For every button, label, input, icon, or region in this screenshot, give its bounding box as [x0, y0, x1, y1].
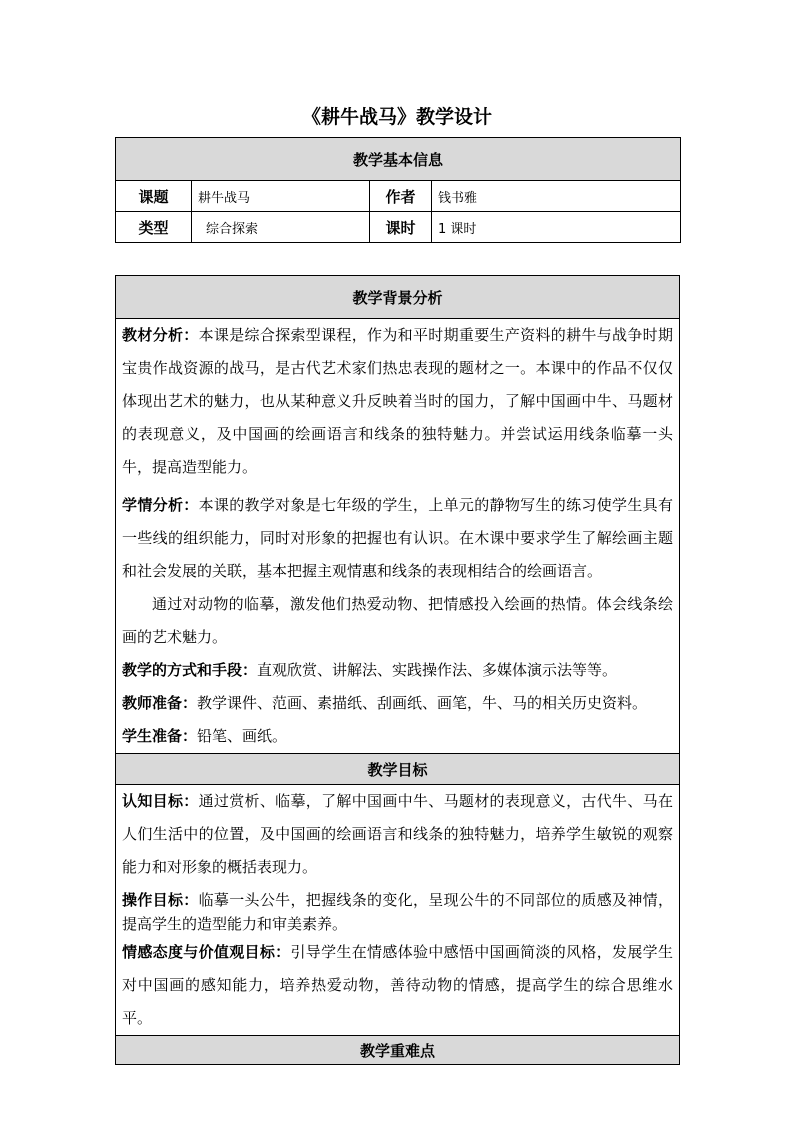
background-body — [116, 319, 680, 754]
material-analysis — [122, 319, 673, 484]
cognitive-text: 通过赏析、临摹，了解中国画中牛、马题材的表现意义，古代牛、马在人们生活中的位置，及中国画的绘画语言和线条的独特魅力，培养学生敏锐的观察能力和对形象的概括表现力。 — [122, 792, 673, 876]
hours-value: 1 课时 — [432, 212, 681, 243]
goals-body — [116, 785, 680, 1036]
teacher-text: 教学课件、范画、素描纸、刮画纸、画笔，牛、马的相关历史资料。 — [197, 694, 648, 712]
student-label: 学情分析： — [122, 496, 199, 514]
student-prep-text: 铅笔、画纸。 — [197, 727, 288, 745]
cognitive-label: 认知目标： — [122, 792, 199, 810]
document-title: 《耕牛战马》教学设计 — [301, 106, 492, 128]
operation-text: 临摹一头公牛，把握线条的变化，呈现公牛的不同部位的质感及神情，提高学生的造型能力和审美素养。 — [122, 891, 673, 933]
hours-label: 课时 — [370, 212, 432, 243]
goals-header: 教学目标 — [116, 754, 680, 785]
cognitive-goal — [122, 785, 673, 884]
student-analysis — [122, 489, 673, 588]
teacher-label: 教师准备： — [122, 694, 198, 712]
student-text: 本课的教学对象是七年级的学生，上单元的静物写生的练习使学生具有一些线的组织能力，同时对形象的把握也有认识。在木课中要求学生了解绘画主题和社会发展的关联，基本把握主观情惠和线条的表现相结合的绘画语言。 — [122, 496, 673, 580]
operation-label: 操作目标： — [122, 891, 199, 909]
author-value: 钱书雅 — [432, 181, 681, 212]
topic-value: 耕牛战马 — [192, 181, 370, 212]
emotion-label: 情感态度与价值观目标： — [122, 943, 291, 961]
basic-info-header: 教学基本信息 — [116, 138, 681, 181]
emotion-text: 引导学生在情感体验中感悟中国画简淡的风格，发展学生对中国画的感知能力，培养热爱动物，善待动物的情感，提高学生的综合思维水平。 — [122, 943, 673, 1027]
teaching-methods — [122, 654, 673, 687]
teacher-preparation — [122, 687, 673, 720]
emotion-goal — [122, 936, 673, 1035]
operation-goal — [122, 884, 673, 936]
type-label: 类型 — [116, 212, 192, 243]
material-label: 教材分析： — [122, 326, 199, 344]
basic-info-table — [115, 137, 681, 243]
method-text: 直观欣赏、讲解法、实践操作法、多媒体演示法等等。 — [257, 661, 618, 679]
author-label: 作者 — [370, 181, 432, 212]
teaching-analysis-table — [115, 275, 680, 1065]
student-analysis-cont: 通过对动物的临摹，激发他们热爱动物、把情感投入绘画的热情。体会线条绘画的艺术魅力。 — [122, 595, 673, 646]
key-points-header: 教学重难点 — [116, 1036, 680, 1065]
student-prep-label: 学生准备： — [122, 727, 198, 745]
method-label: 教学的方式和手段： — [122, 661, 258, 679]
student-preparation — [122, 720, 673, 753]
topic-label: 课题 — [116, 181, 192, 212]
type-value: 综合探索 — [192, 212, 370, 243]
material-text: 本课是综合探索型课程，作为和平时期重要生产资料的耕牛与战争时期宝贵作战资源的战马，是古代艺术家们热忠表现的题材之一。本课中的作品不仅仅体现出艺术的魅力，也从某种意义升反映着当时的国力，了解中国画中牛、马题材的表现意义，及中国画的绘画语言和线条的独特魅力。并尝试运用线条临摹一头牛，提高造型能力。 — [122, 326, 673, 476]
background-header: 教学背景分析 — [116, 276, 680, 319]
